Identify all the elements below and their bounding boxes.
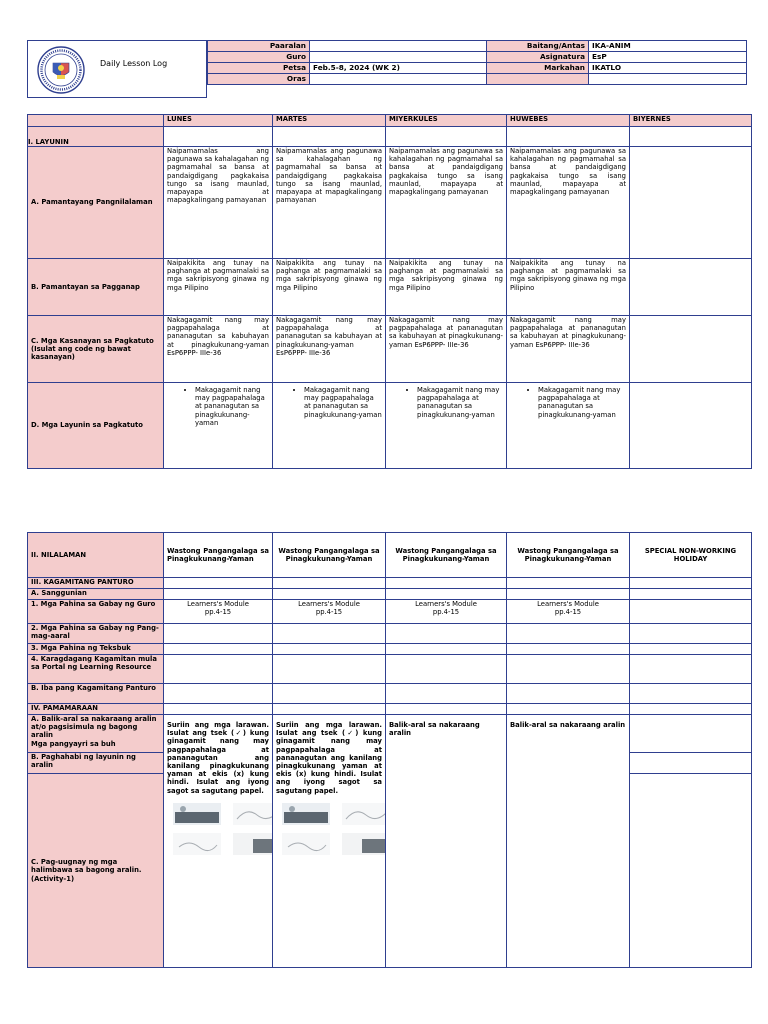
row-label-gabay-mag-aaral: 2. Mga Pahina sa Gabay ng Pang-mag-aaral [28,624,164,644]
day-header-lunes: LUNES [164,115,273,127]
list-item: • Makagagamit nang may pagpapahalaga at pananagutan sa pinagkukunang-yaman [195,386,269,427]
picture-icon [173,803,221,825]
nilalaman-miyerkules: Wastong Pangangalaga sa Pinagkukunang-Yaman [386,533,507,578]
picture-icon [173,833,221,855]
label-markahan: Markahan [487,63,589,74]
cell-a-martes: Naipamamalas ang pagunawa sa kahalagahan ng pagmamahal sa bansa at pandaigdigang pagkakaisa tungo sa isang maunlad, mapayapa at mapagkalingang pamayanan [273,147,386,259]
cell-a-lunes: Naipamamalas ang pagunawa sa kahalagahan ng pagmamahal sa bansa at pandaigdigang pagkakaisa tungo sa isang maunlad, mapayapa at mapagkalingang pamayanan [164,147,273,259]
cell-d-martes [273,383,386,469]
value-empty [589,74,747,85]
cell-b-lunes: Naipakikita ang tunay na paghanga at pagmamalaki sa mga sakripisyong ginawa ng mga Pilipino [164,259,273,316]
picture-icon [342,803,386,825]
label-baitang: Baitang/Antas [487,41,589,52]
label-oras: Oras [208,74,310,85]
picture-icon [233,833,273,855]
picture-icon [233,803,273,825]
row-label-balik-aral: A. Balik-aral sa nakaraang aralin at/o pagsisimula ng bagong aralin Mga pangyayri sa buh [28,715,164,753]
cell-c-miyerkules: Nakagagamit nang may pagpapahalaga at pananagutan sa kabuhayan at pinagkukunang-yaman EsP6PPP- IIIe-36 [386,316,507,383]
day-header-huwebes: HUWEBES [507,115,630,127]
row-label-pag-uugnay: C. Pag-uugnay ng mga halimbawa sa bagong aralin. (Activity-1) [28,774,164,968]
cell-b-biyernes [630,259,752,316]
label-asignatura: Asignatura [487,52,589,63]
cell-b-huwebes: Naipakikita ang tunay na paghanga at pagmamalaki sa mga sakripisyong ginawa ng mga Pilipino [507,259,630,316]
cell-d-huwebes [507,383,630,469]
header-info-table [207,40,747,85]
section-layunin: I. LAYUNIN [28,127,164,147]
row-label-portal: 4. Karagdagang Kagamitan mula sa Portal ng Learning Resource [28,655,164,684]
list-item: • Makagagamit nang may pagpapahalaga at pananagutan sa pinagkukunang-yaman [538,386,626,419]
label-empty [487,74,589,85]
row-label-sanggunian: A. Sanggunian [28,589,164,600]
layunin-table [27,114,752,469]
row-label-layunin-sa-pagkatuto: D. Mga Layunin sa Pagkatuto [28,383,164,469]
cell-a-biyernes [630,147,752,259]
cell-b-miyerkules: Naipakikita ang tunay na paghanga at pagmamalaki sa mga sakripisyong ginawa ng mga Pilipino [386,259,507,316]
document-title: Daily Lesson Log [100,59,168,68]
day-header-miyerkules: MIYERKULES [386,115,507,127]
day-header-martes: MARTES [273,115,386,127]
nilalaman-martes: Wastong Pangangalaga sa Pinagkukunang-Yaman [273,533,386,578]
cell-a-miyerkules: Naipamamalas ang pagunawa sa kahalagahan ng pagmamahal sa bansa at pandaigdigang pagkakaisa tungo sa isang maunlad, mapayapa at mapagkalingang pamayanan [386,147,507,259]
nilalaman-table [27,532,752,968]
pamamaraan-biyernes-a [630,715,752,753]
section-pamamaraan: IV. PAMAMARAAN [28,704,164,715]
row-label-paghahabi: B. Paghahabi ng layunin ng aralin [28,753,164,774]
deped-seal-icon [30,45,92,95]
cell-a-huwebes: Naipamamalas ang pagunawa sa kahalagahan ng pagmamahal sa bansa at pandaigdigang pagkakaisa tungo sa isang maunlad, mapayapa at mapagkalingang pamayanan [507,147,630,259]
value-markahan: IKATLO [589,63,747,74]
pamamaraan-biyernes-b [630,753,752,774]
row-label-nilalaman: II. NILALAMAN [28,533,164,578]
kasanayan-label: C. Mga Kasanayan sa Pagkatuto [31,336,154,345]
value-baitang: IKA-ANIM [589,41,747,52]
balik-aral-miyerkules: Balik-aral sa nakaraang aralin [386,715,507,968]
picture-icon [282,803,330,825]
day-header-blank [28,115,164,127]
cell-c-huwebes: Nakagagamit nang may pagpapahalaga at pananagutan sa kabuhayan at pinagkukunang-yaman EsP6PPP- IIIe-36 [507,316,630,383]
module-lunes: Learners's Module pp.4-15 [164,600,273,624]
label-petsa: Petsa [208,63,310,74]
picture-icon [342,833,386,855]
cell-d-lunes [164,383,273,469]
cell-b-martes: Naipakikita ang tunay na paghanga at pagmamalaki sa mga sakripisyong ginawa ng mga Pilipino [273,259,386,316]
activity-images [173,803,269,855]
module-huwebes: Learners's Module pp.4-15 [507,600,630,624]
list-item: • Makagagamit nang may pagpapahalaga at pananagutan sa pinagkukunang-yaman [417,386,503,419]
module-miyerkules: Learners's Module pp.4-15 [386,600,507,624]
row-label-iba-pang-kagamitan: B. Iba pang Kagamitang Panturo [28,684,164,704]
value-petsa: Feb.5-8, 2024 (WK 2) [310,63,487,74]
row-label-pamantayan-sa-pagganap: B. Pamantayan sa Pagganap [28,259,164,316]
kasanayan-sublabel: (Isulat ang code ng bawat kasanayan) [31,344,131,362]
activity-images [282,803,382,855]
day-header-biyernes: BIYERNES [630,115,752,127]
nilalaman-lunes: Wastong Pangangalaga sa Pinagkukunang-Yaman [164,533,273,578]
row-label-pamantayang-pangnilalaman: A. Pamantayang Pangnilalaman [28,147,164,259]
row-label-kasanayan-sa-pagkatuto [28,316,164,383]
nilalaman-huwebes: Wastong Pangangalaga sa Pinagkukunang-Yaman [507,533,630,578]
module-biyernes [630,600,752,624]
activity-martes [273,715,386,968]
label-guro: Guro [208,52,310,63]
cell-c-lunes: Nakagagamit nang may pagpapahalaga at pananagutan sa kabuhayan at pinagkukunang-yaman EsP6PPP- IIIe-36 [164,316,273,383]
row-label-gabay-guro: 1. Mga Pahina sa Gabay ng Guro [28,600,164,624]
label-paaralan: Paaralan [208,41,310,52]
activity-text: Suriin ang mga larawan. Isulat ang tsek (✓) kung ginagamit nang may pagpapahalaga at pananagutan ang kanilang pinagkukunang yaman at ekis (x) kung hindi. Isulat ang iyong sagot sa sagutang papel. [276,721,382,795]
section-kagamitan: III. KAGAMITANG PANTURO [28,578,164,589]
value-oras [310,74,487,85]
cell-d-miyerkules [386,383,507,469]
activity-lunes [164,715,273,968]
value-guro [310,52,487,63]
activity-text: Suriin ang mga larawan. Isulat ang tsek (✓) kung ginagamit nang may pagpapahalaga at pananagutan ang kanilang pinagkukunang yaman at ekis (x) kung hindi. Isulat ang iyong sagot sa sagutang papel. [167,721,269,795]
picture-icon [282,833,330,855]
cell-c-biyernes [630,316,752,383]
pamamaraan-biyernes-c [630,774,752,968]
value-paaralan [310,41,487,52]
value-asignatura: EsP [589,52,747,63]
nilalaman-biyernes: SPECIAL NON-WORKING HOLIDAY [630,533,752,578]
list-item: • Makagagamit nang may pagpapahalaga at pananagutan sa pinagkukunang-yaman [304,386,382,419]
cell-d-biyernes [630,383,752,469]
module-martes: Learners's Module pp.4-15 [273,600,386,624]
row-label-teksbuk: 3. Mga Pahina ng Teksbuk [28,644,164,655]
cell-c-martes: Nakagagamit nang may pagpapahalaga at pananagutan sa kabuhayan at pinagkukunang-yaman EsP6PPP- IIIe-36 [273,316,386,383]
balik-aral-huwebes: Balik-aral sa nakaraang aralin [507,715,630,968]
